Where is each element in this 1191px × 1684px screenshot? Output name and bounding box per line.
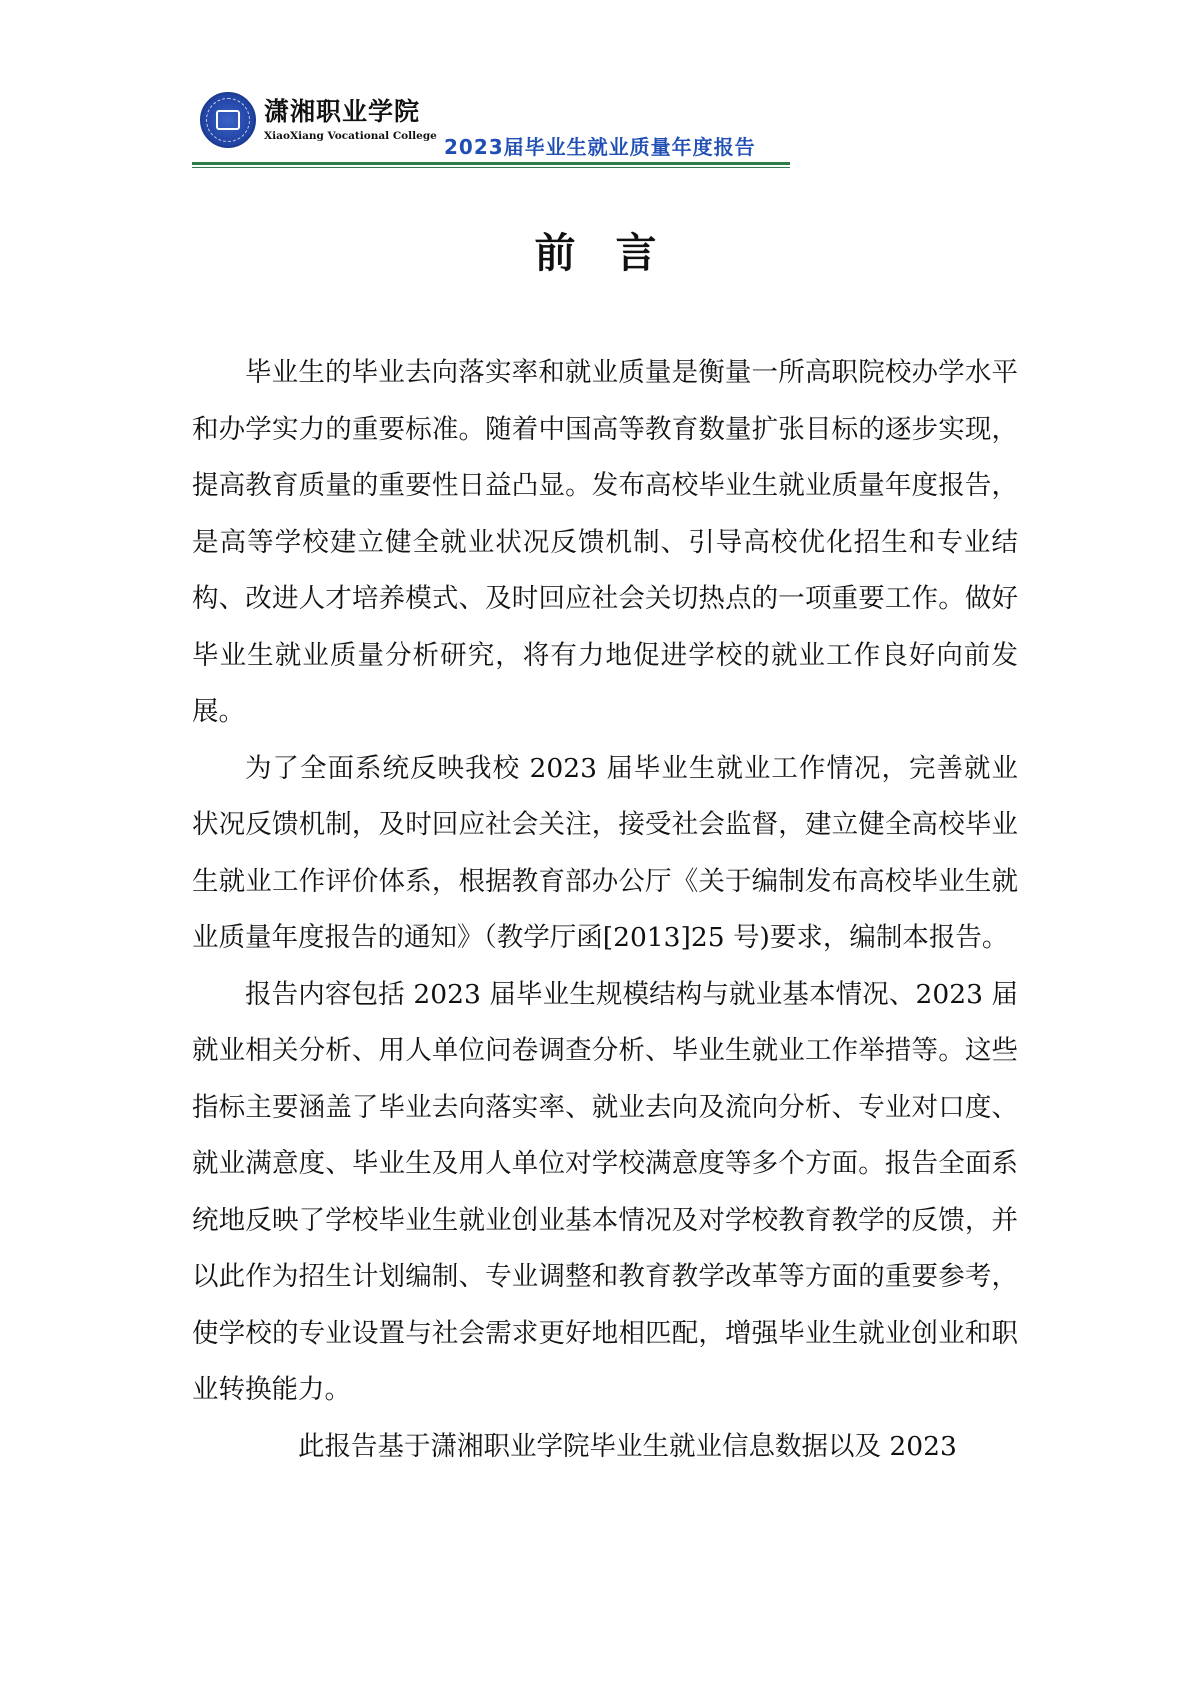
page-header: [192, 92, 790, 168]
logo-ring: [206, 98, 250, 142]
report-title: 2023届毕业生就业质量年度报告: [444, 135, 756, 159]
page-heading: 前言: [534, 229, 697, 277]
college-name-en: XiaoXiang Vocational College: [264, 130, 437, 142]
body-text: [192, 345, 1018, 1475]
paragraph-3: 报告内容包括 2023 届毕业生规模结构与就业基本情况、2023 届就业相关分析、用人单位问卷调查分析、毕业生就业工作举措等。这些指标主要涵盖了毕业去向落实率、就业去向及流向分析、专业对口度、就业满意度、毕业生及用人单位对学校满意度等多个方面。报告全面系统地反映了学校毕业生就业创业基本情况及对学校教育教学的反馈，并以此作为招生计划编制、专业调整和教育教学改革等方面的重要参考，使学校的专业设置与社会需求更好地相匹配，增强毕业生就业创业和职业转换能力。: [192, 978, 1018, 1405]
college-name-cn: 潇湘职业学院: [264, 97, 421, 126]
paragraph-1: 毕业生的毕业去向落实率和就业质量是衡量一所高职院校办学水平和办学实力的重要标准。随着中国高等教育数量扩张目标的逐步实现，提高教育质量的重要性日益凸显。发布高校毕业生就业质量年度报告，是高等学校建立健全就业状况反馈机制、引导高校优化招生和专业结构、改进人才培养模式、及时回应社会关切热点的一项重要工作。做好毕业生就业质量分析研究，将有力地促进学校的就业工作良好向前发展。: [192, 357, 1018, 727]
header-rule-thin: [192, 167, 790, 168]
paragraph-4: 此报告基于潇湘职业学院毕业生就业信息数据以及 2023: [298, 1430, 957, 1462]
header-rule: [192, 162, 790, 165]
college-logo-icon: [200, 92, 256, 148]
paragraph-2: 为了全面系统反映我校 2023 届毕业生就业工作情况，完善就业状况反馈机制，及时回应社会关注，接受社会监督，建立健全高校毕业生就业工作评价体系，根据教育部办公厅《关于编制发布高校毕业生就业质量年度报告的通知》（教学厅函[2013]25 号)要求，编制本报告。: [192, 752, 1018, 953]
